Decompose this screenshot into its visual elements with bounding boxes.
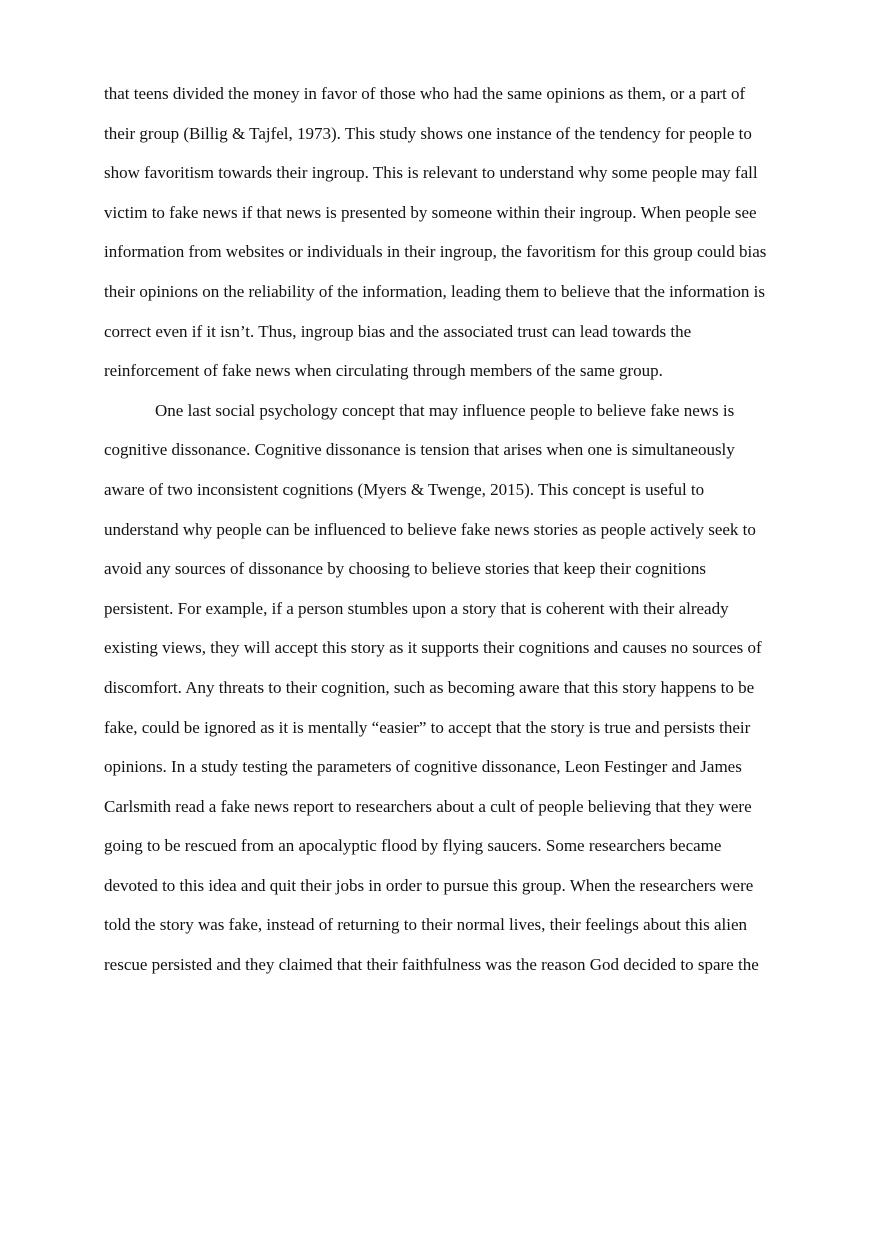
- text-line: cognitive dissonance. Cognitive dissonance is tension that arises when one is simultaneously: [104, 440, 735, 460]
- text-line-indented: One last social psychology concept that may influence people to believe fake news is: [155, 400, 735, 420]
- text-line: aware of two inconsistent cognitions (Myers & Twenge, 2015). This concept is useful to: [104, 479, 705, 499]
- text-line: told the story was fake, instead of returning to their normal lives, their feelings about this alien: [104, 915, 748, 935]
- paragraph-2: [104, 397, 804, 991]
- text-line: information from websites or individuals in their ingroup, the favoritism for this group could bias: [104, 242, 767, 262]
- text-line: their opinions on the reliability of the information, leading them to believe that the information is: [104, 281, 765, 301]
- body-text: [104, 80, 804, 991]
- text-line: discomfort. Any threats to their cognition, such as becoming aware that this story happens to be: [104, 677, 755, 697]
- text-line: devoted to this idea and quit their jobs in order to pursue this group. When the researchers were: [104, 875, 754, 895]
- text-line: that teens divided the money in favor of those who had the same opinions as them, or a part of: [104, 84, 746, 103]
- text-line: avoid any sources of dissonance by choosing to believe stories that keep their cognitions: [104, 559, 706, 579]
- text-line: Carlsmith read a fake news report to researchers about a cult of people believing that they were: [104, 796, 752, 816]
- text-line: existing views, they will accept this story as it supports their cognitions and causes no sources of: [104, 638, 762, 658]
- paragraph-1: [104, 80, 804, 397]
- text-line: understand why people can be influenced to believe fake news stories as people actively seek to: [104, 519, 756, 539]
- text-line: show favoritism towards their ingroup. This is relevant to understand why some people may fall: [104, 163, 758, 183]
- text-line: persistent. For example, if a person stumbles upon a story that is coherent with their already: [104, 598, 729, 618]
- text-line: going to be rescued from an apocalyptic flood by flying saucers. Some researchers became: [104, 836, 722, 856]
- text-line: rescue persisted and they claimed that their faithfulness was the reason God decided to spare the: [104, 955, 759, 975]
- text-line: reinforcement of fake news when circulating through members of the same group.: [104, 361, 663, 381]
- text-line: their group (Billig & Tajfel, 1973). This study shows one instance of the tendency for people to: [104, 123, 752, 143]
- text-line: fake, could be ignored as it is mentally “easier” to accept that the story is true and persists their: [104, 717, 751, 737]
- text-line: correct even if it isn’t. Thus, ingroup bias and the associated trust can lead towards the: [104, 321, 692, 341]
- text-line: opinions. In a study testing the parameters of cognitive dissonance, Leon Festinger and James: [104, 757, 742, 777]
- text-line: victim to fake news if that news is presented by someone within their ingroup. When people see: [104, 202, 757, 222]
